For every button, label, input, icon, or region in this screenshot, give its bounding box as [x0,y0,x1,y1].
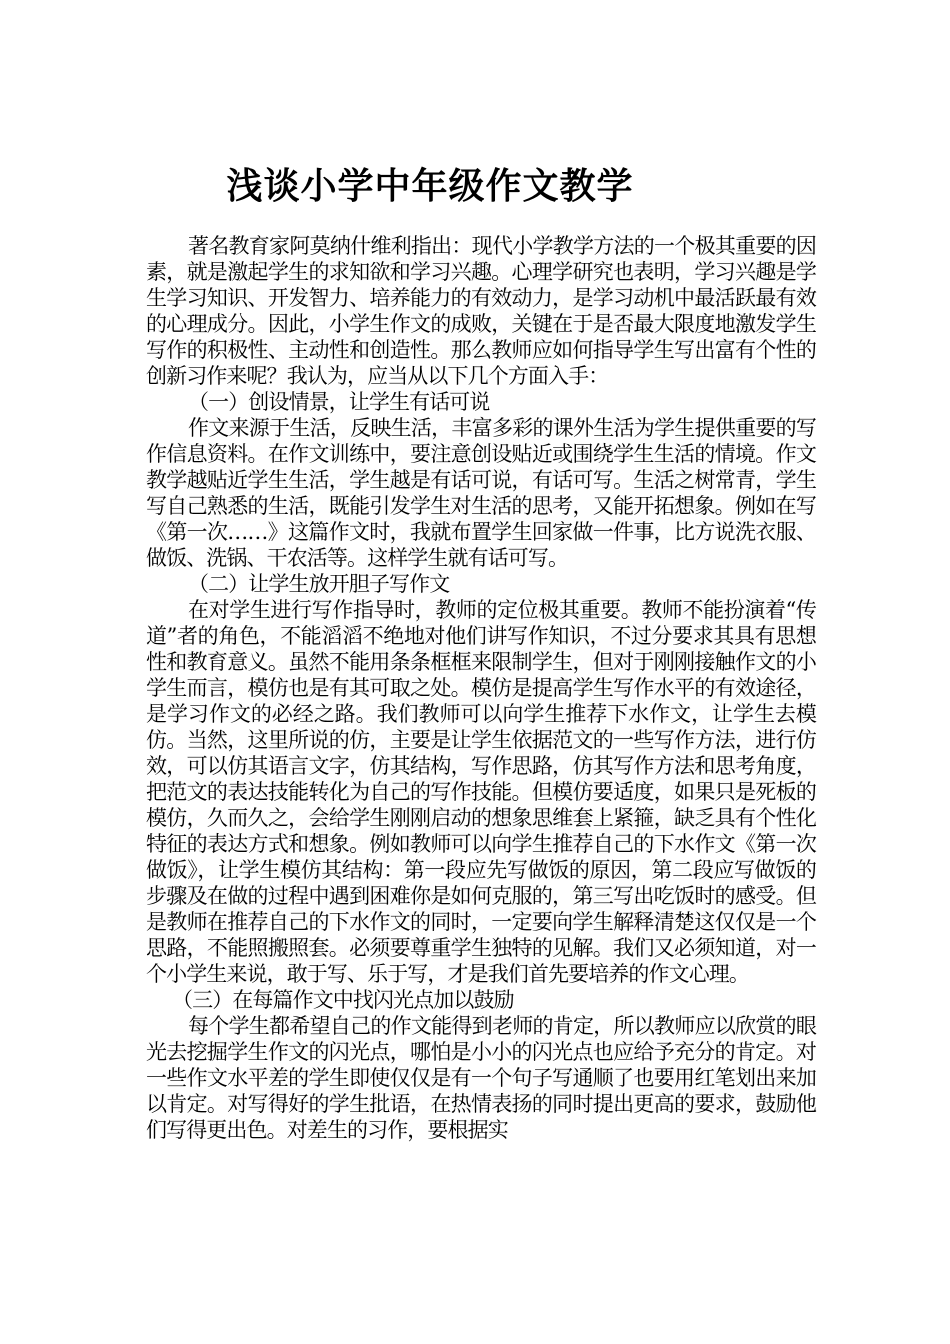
section-heading-2: （二）让学生放开胆子写作文 [188,572,450,596]
section-paragraph-3: 每个学生都希望自己的作文能得到老师的肯定，所以教师应以欣赏的眼光去挖掘学生作文的闪光点，哪怕是小小的闪光点也应给予充分的肯定。对一些作文水平差的学生即使仅仅是有一个句子写通顺了也要用红笔划出来加以肯定。对写得好的学生批语，在热情表扬的同时提出更高的要求，鼓励他们写得更出色。对差生的习作，要根据实 [146,1014,816,1142]
section-heading-1: （一）创设情景，让学生有话可说 [188,390,490,414]
document-body [146,233,816,1143]
section-paragraph-1: 作文来源于生活，反映生活，丰富多彩的课外生活为学生提供重要的写作信息资料。在作文训练中，要注意创设贴近或围绕学生生活的情境。作文教学越贴近学生生活，学生越是有话可说，有话可写。生活之树常青，学生写自己熟悉的生活，既能引发学生对生活的思考，又能开拓想象。例如在写《第一次……》这篇作文时，我就布置学生回家做一件事，比方说洗衣服、做饭、洗锅、干农活等。这样学生就有话可写。 [146,416,816,570]
document-title: 浅谈小学中年级作文教学 [226,165,634,207]
intro-paragraph: 著名教育家阿莫纳什维利指出：现代小学教学方法的一个极其重要的因素，就是激起学生的求知欲和学习兴趣。心理学研究也表明，学习兴趣是学生学习知识、开发智力、培养能力的有效动力，是学习动机中最活跃最有效的心理成分。因此，小学生作文的成败，关键在于是否最大限度地激发学生写作的积极性、主动性和创造性。那么教师应如何指导学生写出富有个性的创新习作来呢？我认为，应当从以下几个方面入手： [146,234,816,388]
section-heading-3: （三）在每篇作文中找闪光点加以鼓励 [172,988,514,1012]
section-paragraph-2: 在对学生进行写作指导时，教师的定位极其重要。教师不能扮演着“传道”者的角色，不能滔滔不绝地对他们讲写作知识，不过分要求其具有思想性和教育意义。虽然不能用条条框框来限制学生，但对于刚刚接触作文的小学生而言，模仿也是有其可取之处。模仿是提高学生写作水平的有效途径，是学习作文的必经之路。我们教师可以向学生推荐下水作文，让学生去模仿。当然，这里所说的仿，主要是让学生依据范文的一些写作方法，进行仿效，可以仿其语言文字，仿其结构，写作思路，仿其写作方法和思考角度，把范文的表达技能转化为自己的写作技能。但模仿要适度，如果只是死板的模仿，久而久之，会给学生刚刚启动的想象思维套上紧箍，缺乏具有个性化特征的表达方式和想象。例如教师可以向学生推荐自己的下水作文《第一次做饭》，让学生模仿其结构：第一段应先写做饭的原因，第二段应写做饭的步骤及在做的过程中遇到困难你是如何克服的，第三写出吃饭时的感受。但是教师在推荐自己的下水作文的同时，一定要向学生解释清楚这仅仅是一个思路，不能照搬照套。必须要尊重学生独特的见解。我们又必须知道，对一个小学生来说，敢于写、乐于写，才是我们首先要培养的作文心理。 [146,598,816,986]
